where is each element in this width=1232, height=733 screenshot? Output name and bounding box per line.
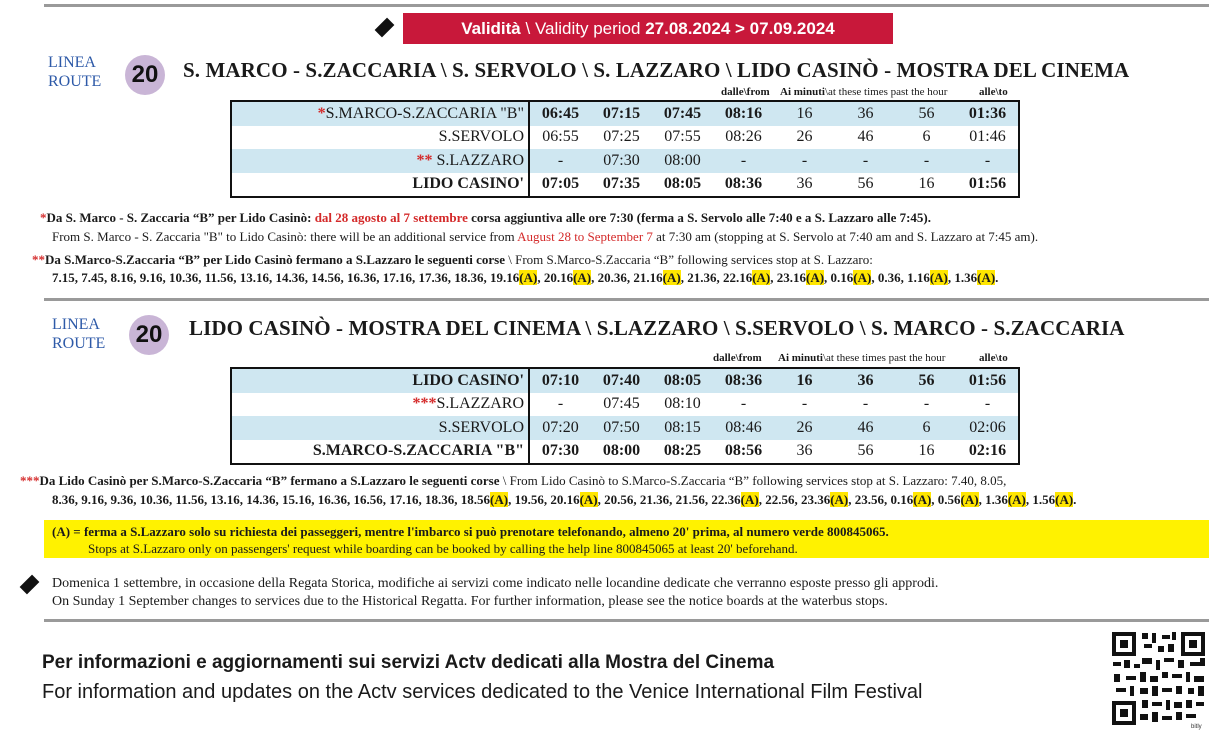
bottom-divider xyxy=(44,619,1209,622)
time-item: 21.36 xyxy=(687,270,717,285)
route2-timetable xyxy=(230,367,1020,465)
time-item: 13.16 xyxy=(239,270,270,285)
time-cell: 07:15 xyxy=(591,101,652,126)
time-item: 1.56 xyxy=(1032,492,1056,507)
note2-intro xyxy=(32,251,873,268)
time-item: 16.36 xyxy=(317,492,348,507)
time-cell: 56 xyxy=(896,101,957,126)
time-cell: 07:30 xyxy=(591,149,652,173)
time-item: 22.16 xyxy=(722,270,753,285)
route1-timetable xyxy=(230,100,1020,198)
validity-banner xyxy=(403,13,893,44)
time-item: 0.16 xyxy=(890,492,914,507)
note3-intro xyxy=(20,472,1006,489)
diamond-icon xyxy=(20,575,40,595)
time-cell: 56 xyxy=(896,368,957,393)
stop-name: S.SERVOLO xyxy=(438,128,524,146)
time-cell: 16 xyxy=(774,368,835,393)
request-stop-badge: (A) xyxy=(977,270,996,285)
stop-name: S.MARCO-S.ZACCARIA "B" xyxy=(312,442,524,460)
time-item: 20.56 xyxy=(604,492,634,507)
time-cell: 01:46 xyxy=(969,128,1006,146)
time-item: 1.36 xyxy=(954,270,978,285)
stop-cell xyxy=(231,173,529,198)
time-cell: 07:50 xyxy=(591,416,652,440)
stop-name: S.LAZZARO xyxy=(436,395,524,413)
time-item: 0.56 xyxy=(937,492,961,507)
top-divider xyxy=(44,4,1209,7)
time-cell: 07:45 xyxy=(603,395,640,413)
time-item: 19.16 xyxy=(490,270,520,285)
stop-cell xyxy=(231,126,529,150)
stop-star: * xyxy=(317,104,326,122)
time-cell: 08:25 xyxy=(663,442,702,460)
time-cell: 07:25 xyxy=(603,128,640,146)
time-item: 15.16 xyxy=(282,492,312,507)
time-cell: 08:36 xyxy=(713,368,774,393)
time-cell: 08:16 xyxy=(713,101,774,126)
time-cell: 08:00 xyxy=(652,149,713,173)
stop-cell xyxy=(231,149,529,173)
time-cell: 36 xyxy=(835,101,896,126)
note1-en-b: at 7:30 am (stopping at S. Servolo at 7:40 am and S. Lazzaro at 7:45 am). xyxy=(652,229,1039,244)
validity-label-en: Validity period xyxy=(534,19,641,38)
time-cell: 06:45 xyxy=(529,101,591,126)
time-cell: 07:40 xyxy=(591,368,652,393)
time-cell: 06:55 xyxy=(542,128,579,146)
route2-linea-en: ROUTE xyxy=(52,335,106,352)
request-stop-badge: (A) xyxy=(1007,492,1026,507)
time-cell: 36 xyxy=(796,442,813,460)
time-item: 17.16 xyxy=(389,492,419,507)
stop-name: S.MARCO-S.ZACCARIA "B" xyxy=(325,104,524,122)
time-item: 21.16 xyxy=(633,270,663,285)
time-cell: 01:56 xyxy=(968,175,1007,193)
route1-number-badge: 20 xyxy=(125,55,165,95)
request-stop-badge: (A) xyxy=(490,492,509,507)
legend-en: Stops at S.Lazzaro only on passengers' request while boarding can be booked by calling the help line 800845065 at least 20' beforehand. xyxy=(88,541,798,556)
time-cell: 07:35 xyxy=(602,175,641,193)
note1-en-red: August 28 to September 7 xyxy=(517,229,653,244)
time-cell: 16 xyxy=(918,442,935,460)
time-item: 19.56 xyxy=(514,492,544,507)
time-cell: 08:00 xyxy=(602,442,641,460)
time-item: 8.36 xyxy=(52,492,75,507)
route2-hdr-to: alle\to xyxy=(979,352,1008,364)
time-cell: 08:10 xyxy=(664,395,701,413)
time-item: 14.56 xyxy=(311,270,341,285)
route2-hdr-ai-n: \at these times past the hour xyxy=(822,352,946,364)
time-cell: 56 xyxy=(857,442,874,460)
time-cell: - xyxy=(801,395,808,413)
time-cell: - xyxy=(740,395,747,413)
time-item: 16.56 xyxy=(353,492,383,507)
time-item: 23.56 xyxy=(854,492,884,507)
note1-en xyxy=(52,228,1038,245)
note3-times: 8.36, 9.16, 9.36, 10.36, 11.56, 13.16, 14.36, 15.16, 16.36, 16.56, 17.16, 18.36, 18.56(A), 19.56, 20.16(A), 20.56, 21.36, 21.56, 22.36(A), 22.56, 23.36(A), 23.56, 0.16(A), 0.56(A), 1.36(A), 1.56(A). xyxy=(52,492,1077,507)
note2-intro-n: \ From S.Marco-S.Zaccaria “B” following services stop at S. Lazzaro: xyxy=(505,252,873,267)
time-cell: 16 xyxy=(774,101,835,126)
time-item: 20.16 xyxy=(543,270,574,285)
time-item: 8.16 xyxy=(110,270,134,285)
request-stop-badge: (A) xyxy=(805,270,825,285)
time-cell: 07:30 xyxy=(541,442,580,460)
time-cell: - xyxy=(835,149,896,173)
table-row xyxy=(231,368,1019,393)
request-stop-badge: (A) xyxy=(960,492,979,507)
note1-star: * xyxy=(40,210,47,225)
time-item: 21.36 xyxy=(639,492,670,507)
time-cell: - xyxy=(923,395,930,413)
table-row xyxy=(231,416,1019,440)
time-cell: 26 xyxy=(796,128,813,146)
time-cell: 6 xyxy=(896,416,957,440)
request-stop-badge: (A) xyxy=(662,270,681,285)
request-stop-badge: (A) xyxy=(573,270,592,285)
stop-star: ** xyxy=(416,151,433,169)
time-cell: 01:36 xyxy=(957,101,1019,126)
time-cell: 07:55 xyxy=(664,128,701,146)
time-cell: 08:15 xyxy=(652,416,713,440)
note3-star: *** xyxy=(20,473,40,488)
stop-star: *** xyxy=(412,395,437,413)
validity-sep: \ xyxy=(520,19,535,38)
time-item: 13.16 xyxy=(210,492,240,507)
time-item: 10.36 xyxy=(139,492,169,507)
route1-hdr-ai-b: Ai minuti xyxy=(780,86,825,98)
time-item: 1.16 xyxy=(907,270,930,285)
qr-code-icon[interactable] xyxy=(1110,630,1207,727)
request-stop-badge: (A) xyxy=(929,270,948,285)
route2-linea-it: LINEA xyxy=(52,316,100,333)
time-item: 20.36 xyxy=(597,270,627,285)
time-item: 18.56 xyxy=(460,492,491,507)
footer-it: Per informazioni e aggiornamenti sui servizi Actv dedicati alla Mostra del Cinema xyxy=(42,652,775,673)
stop-cell xyxy=(231,393,529,417)
footer-en: For information and updates on the Actv services dedicated to the Venice International Film Festival xyxy=(42,681,923,703)
route2-title: LIDO CASINÒ - MOSTRA DEL CINEMA \ S.LAZZARO \ S.SERVOLO \ S. MARCO - S.ZACCARIA xyxy=(189,316,1125,340)
legend-it: (A) = ferma a S.Lazzaro solo su richiesta dei passeggeri, mentre l'imbarco si può prenotare telefonando, almeno 20' prima, al numero verde 800845065. xyxy=(52,524,889,539)
time-item: 18.36 xyxy=(425,492,455,507)
time-cell: 07:10 xyxy=(529,368,591,393)
sunday-en: On Sunday 1 September changes to services due to the Historical Regatta. For further information, please see the notice boards at the waterbus stops. xyxy=(52,594,888,609)
request-stop-badge: (A) xyxy=(830,492,849,507)
stop-name: LIDO CASINO' xyxy=(412,371,524,389)
table-row xyxy=(231,101,1019,126)
time-cell: - xyxy=(713,149,774,173)
sunday-it: Domenica 1 settembre, in occasione della Regata Storica, modifiche ai servizi come indicato nelle locandine dedicate che verranno esposte presso gli approdi. xyxy=(52,576,939,591)
time-cell: - xyxy=(557,395,564,413)
note3-intro-n: \ From Lido Casinò to S.Marco-S.Zaccaria “B” following services stop at S. Lazzaro: 7.40, 8.05, xyxy=(499,473,1007,488)
route2-hdr-ai xyxy=(778,352,945,364)
diamond-icon xyxy=(375,18,395,38)
time-item: 9.36 xyxy=(110,492,134,507)
time-cell: 07:05 xyxy=(541,175,580,193)
time-item: 20.16 xyxy=(550,492,580,507)
time-cell: 08:05 xyxy=(663,175,702,193)
time-item: 16.36 xyxy=(347,270,377,285)
route2-hdr-ai-b: Ai minuti xyxy=(778,352,823,364)
route1-hdr-to: alle\to xyxy=(979,86,1008,98)
request-stop-badge: (A) xyxy=(740,492,759,507)
request-stop-badge: (A) xyxy=(853,270,872,285)
time-cell: 36 xyxy=(835,368,896,393)
time-cell: - xyxy=(862,395,869,413)
time-cell: 08:56 xyxy=(724,442,763,460)
table-row xyxy=(231,126,1019,150)
time-item: 10.36 xyxy=(169,270,199,285)
time-item: 17.16 xyxy=(382,270,413,285)
table-row xyxy=(231,173,1019,198)
stop-name: S.LAZZARO xyxy=(436,151,524,169)
time-cell: - xyxy=(957,149,1019,173)
table-row xyxy=(231,393,1019,417)
request-stop-badge: (A) xyxy=(752,270,771,285)
time-item: 1.36 xyxy=(985,492,1008,507)
table-row xyxy=(231,440,1019,465)
time-item: 0.16 xyxy=(830,270,854,285)
time-cell: 08:05 xyxy=(652,368,713,393)
time-cell: 08:46 xyxy=(713,416,774,440)
time-item: 7.15 xyxy=(52,270,75,285)
time-cell: 01:56 xyxy=(957,368,1019,393)
time-item: 7.45 xyxy=(81,270,104,285)
time-cell: 56 xyxy=(857,175,874,193)
time-item: 21.56 xyxy=(675,492,705,507)
note3-intro-b: Da Lido Casinò per S.Marco-S.Zaccaria “B” fermano a S.Lazzaro le seguenti corse xyxy=(39,473,500,488)
stop-cell xyxy=(231,440,529,465)
note2-times: 7.15, 7.45, 8.16, 9.16, 10.36, 11.56, 13.16, 14.36, 14.56, 16.36, 17.16, 17.36, 18.36, 19.16(A), 20.16(A), 20.36, 21.16(A), 21.36, 22.16(A), 23.16(A), 0.16(A), 0.36, 1.16(A), 1.36(A). xyxy=(52,270,999,285)
request-stop-badge: (A) xyxy=(519,270,538,285)
time-cell: 07:45 xyxy=(652,101,713,126)
time-item: 14.36 xyxy=(275,270,305,285)
validity-label-it: Validità xyxy=(461,19,521,38)
request-stop-badge: (A) xyxy=(913,492,932,507)
time-item: 18.36 xyxy=(454,270,484,285)
time-item: 22.36 xyxy=(711,492,741,507)
time-item: 0.36 xyxy=(877,270,901,285)
note1-en-a: From S. Marco - S. Zaccaria "B" to Lido Casinò: there will be an additional service from xyxy=(52,229,518,244)
time-cell: - xyxy=(529,149,591,173)
time-cell: 46 xyxy=(835,416,896,440)
time-cell: - xyxy=(774,149,835,173)
stop-cell xyxy=(231,416,529,440)
route2-linea-label xyxy=(52,315,105,353)
route1-linea-label xyxy=(48,53,101,91)
time-cell: 46 xyxy=(857,128,874,146)
time-cell: 07:20 xyxy=(529,416,591,440)
time-item: 9.16 xyxy=(139,270,163,285)
note2-star: ** xyxy=(32,252,45,267)
table-row xyxy=(231,149,1019,173)
note1-it xyxy=(40,209,931,226)
time-cell: - xyxy=(896,149,957,173)
time-item: 23.36 xyxy=(800,492,831,507)
route2-hdr-from: dalle\from xyxy=(713,352,762,364)
note1-it-a: Da S. Marco - S. Zaccaria “B” per Lido Casinò: xyxy=(46,210,315,225)
stop-name: LIDO CASINO' xyxy=(412,175,524,193)
time-cell: 02:06 xyxy=(957,416,1019,440)
stop-cell xyxy=(231,101,529,126)
route1-linea-en: ROUTE xyxy=(48,73,102,90)
time-item: 22.56 xyxy=(765,492,795,507)
time-cell: 08:26 xyxy=(725,128,762,146)
time-item: 14.36 xyxy=(246,492,276,507)
time-item: 23.16 xyxy=(776,270,806,285)
time-cell: 08:36 xyxy=(724,175,763,193)
note1-it-b: corsa aggiuntiva alle ore 7:30 (ferma a S. Servolo alle 7:40 e a S. Lazzaro alle 7:45). xyxy=(467,210,932,225)
note2-intro-b: Da S.Marco-S.Zaccaria “B” per Lido Casinò fermano a S.Lazzaro le seguenti corse xyxy=(45,252,506,267)
stop-cell xyxy=(231,368,529,393)
time-item: 9.16 xyxy=(81,492,104,507)
time-item: 17.36 xyxy=(418,270,448,285)
note1-it-red: dal 28 agosto al 7 settembre xyxy=(314,210,468,225)
request-stop-badge: (A) xyxy=(1055,492,1074,507)
time-cell: 6 xyxy=(922,128,931,146)
time-cell: - xyxy=(984,395,991,413)
route1-hdr-ai xyxy=(780,86,947,98)
validity-dates: 27.08.2024 > 07.09.2024 xyxy=(645,19,835,38)
route1-title: S. MARCO - S.ZACCARIA \ S. SERVOLO \ S. LAZZARO \ LIDO CASINÒ - MOSTRA DEL CINEMA xyxy=(183,58,1130,82)
qr-caption: bitly xyxy=(1191,724,1202,730)
time-item: 11.56 xyxy=(204,270,234,285)
request-stop-badge: (A) xyxy=(579,492,598,507)
route1-hdr-ai-n: \at these times past the hour xyxy=(824,86,948,98)
mid-divider xyxy=(44,298,1209,301)
time-cell: 26 xyxy=(774,416,835,440)
time-cell: 16 xyxy=(918,175,935,193)
time-cell: 36 xyxy=(796,175,813,193)
time-cell: 02:16 xyxy=(968,442,1007,460)
time-item: 11.56 xyxy=(175,492,205,507)
route1-linea-it: LINEA xyxy=(48,54,96,71)
stop-name: S.SERVOLO xyxy=(438,418,524,436)
route2-number-badge: 20 xyxy=(129,315,169,355)
route1-hdr-from: dalle\from xyxy=(721,86,770,98)
